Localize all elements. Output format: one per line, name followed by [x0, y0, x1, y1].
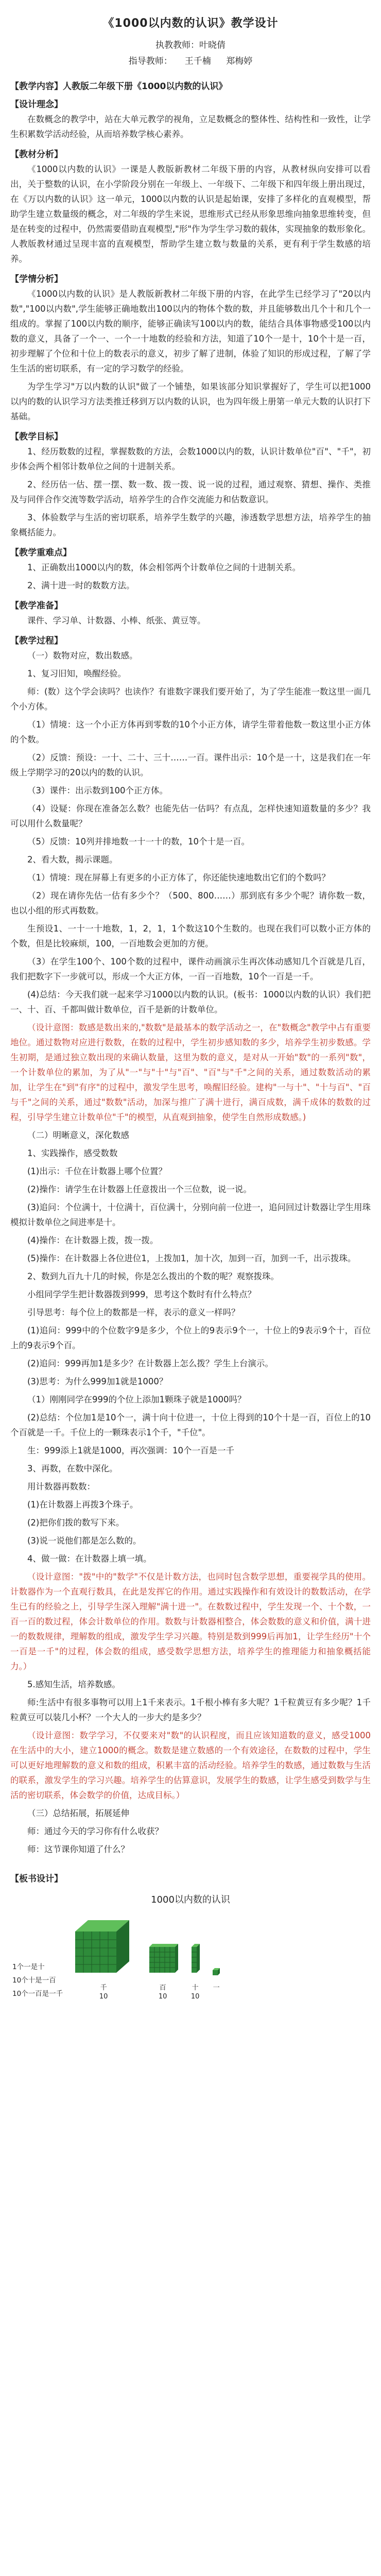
board-label: 1个一是十 — [12, 1963, 45, 1971]
board-labels — [12, 1960, 63, 2001]
paragraph: (2)总结：个位加1是10个一，满十向十位进一，十位上得到的10个十是一百，百位上的10个百就是一千。千位上的一颗珠表示1个千，"千位"。 — [10, 1413, 371, 1437]
paragraph: (1)追问：999中的个位数字9是多少，个位上的9表示9个一，十位上的9表示9个十，百位上的9表示9个百。 — [10, 1326, 371, 1350]
paragraph: （一）数物对应，数出数感。 — [27, 651, 138, 660]
paragraph: 生预设1、一十一十地数，1，2，1，1个数这10个生数的。也现在我们可以数小正方体的个数，但是比较麻烦，100，一百地数会更加的方便。 — [10, 924, 371, 948]
cube-label: 一 — [213, 1984, 220, 1992]
paragraph: (1)在计数器上再拨3个珠子。 — [27, 1500, 138, 1510]
paragraph: 1、正确数出1000以内的数，体会相邻两个计数单位之间的十进制关系。 — [27, 563, 301, 572]
board-label: 10个十是一百 — [12, 1976, 56, 1985]
paragraph: 在数概念的教学中，站在大单元教学的视角，立足数概念的整体性、结构性和一致性，让学生积累数学活动经验，从而培养数学核心素养。 — [10, 114, 371, 139]
section-heading: 【教学过程】 — [10, 636, 63, 646]
cube-count: 10 — [190, 1993, 200, 2001]
paragraph: （二）明晰意义，深化数感 — [27, 1130, 129, 1140]
paragraph: 师:生活中有很多事物可以用上1千来表示。1千根小棒有多大呢？1千粒黄豆有多少呢？1千粒黄豆可以装几小杯？一个大人的一步大约是多少？ — [10, 1698, 371, 1722]
cube-models — [70, 1916, 221, 2001]
cube-label: 千 — [100, 1984, 107, 1992]
paragraph: (2)操作：请学生在计数器上任意拨出一个三位数，说一说。 — [27, 1184, 252, 1194]
paragraph: 2、满十进一时的数数方法。 — [27, 581, 135, 590]
paragraph: 为学生学习"万以内数的认识"做了一个铺垫，如果该部分知识掌握好了，学生可以把1000以内的数的认识学习方法类推迁移到万以内数的认识，也为四年级上册第一单元大数的认识打下基础。 — [10, 382, 371, 421]
ten-rod-icon — [188, 1941, 202, 1977]
cube-count: 10 — [158, 1993, 167, 2001]
section-heading: 【教材分析】 — [10, 149, 63, 160]
paragraph: （1）情境：现在屏幕上有更多的小正方体了，你还能快速地数出它们的个数吗？ — [27, 873, 330, 883]
paragraph: （设计意图：数感是数出来的,"数数"是最基本的数学活动之一，在"数概念"教学中占有重要地位。通过数物对应进行数数，在数的过程中，学生初步感知数的多少，培养学生初步数感。学生初期，是通过独立数出现的来确认数量，这里为数的意义，是对从一开始"数"的一系列"数"，一个计数单位的累加，为了从"一"与"十"与"百"、"百"与"千"之间的关系，通过数数活动的累加，让学生在"到"有序"的过程中，激发学生思考，唤醒旧经验。建构"一与十"、"十与百"、"百与千"之间的关系，通过"数数"活动，加深与推广了满十进行，满百成数，满千成体的数数的过程，引导学生建立计数单位"千"的模型，从直观到抽象，使学生自然形成数感。) — [10, 1023, 371, 1122]
paragraph: 师：通过今天的学习你有什么收获？ — [27, 1826, 163, 1836]
paragraph: （2）现在请你先估一估有多少个？（500、800……）那到底有多少个呢？请你数一数，也以小组的形式再数数。 — [10, 891, 371, 916]
paragraph: 4、做一做：在计数器上填一填。 — [27, 1554, 152, 1564]
cube-label: 十 — [192, 1984, 199, 1992]
hundred-flat-icon — [146, 1941, 179, 1977]
paragraph: 《1000以内数的认识》是人教版新教材二年级下册的内容，在此学生已经学习了"20以内数","100以内数",学生能够正确地数出100以内的物体个数的数，并且能够数出几个十和几个一组成的。掌握了100以内数的顺序，能够正确读写100以内的数，能结合具体事物感受100以内数的意义，具备了一个一、一个一十地数的经验和方法，知道了10个一是十，10个十是一百，初步理解了个位和十位上的数表示的意义，初步了解了进制，体验了知识的形成过程，了解了学生生活的密切联系，有一定的学习数学的经验。 — [10, 289, 371, 374]
thousand-cube-icon — [70, 1916, 137, 1977]
paragraph: 1、复习旧知，唤醒经验。 — [27, 669, 126, 679]
paragraph: （5）反馈：10列并排地数一十一十的数，10个十是一百。 — [27, 837, 250, 846]
board-label: 10个一百是一千 — [12, 1990, 63, 1998]
paragraph: 1、实践操作，感受数数 — [27, 1148, 118, 1158]
cube-one — [211, 1967, 221, 2001]
paragraph: (2)把你们拨的数写下来。 — [27, 1518, 125, 1528]
paragraph: 《1000以内数的认识》一课是人教版新教材二年级下册的内容，从教材纵向安排可以看出，关于整数的认识，在小学阶段分别在一年级上、一年级下、二年级下和四年级上册出现过，在《万以内数的认识》这一单元，1000以内数的认识是起始课，安排了多样化的直观模型，帮助学生建立数量级的概念，对二年级的学生来说，思维形式已经从形象思维向抽象思维转变，但是在转变的过程中，仍然需要借助直观模型,"形"作为学生学习数的载体，实现抽象的数形象化。人教版教材通过呈现丰富的直观模型，帮助学生建立数与数量的关系，更有利于学生数感的培养。 — [10, 164, 371, 264]
paragraph: (2)追问：999再加1是多少？在计数器上怎么拨？学生上台演示。 — [27, 1359, 273, 1368]
teacher-2: 郑梅婷 — [226, 56, 253, 66]
cube-label: 百 — [159, 1984, 166, 1992]
paragraph: (3)追问：个位满十，十位满十，百位满十，分别向前一位进一，追问回过计数器让学生用珠模拟计数单位之间进率是十。 — [10, 1202, 371, 1227]
document — [10, 0, 371, 2021]
section-heading: 【教学准备】 — [10, 601, 63, 611]
teachers-line — [10, 54, 371, 66]
paragraph: 1、经历数数的过程，掌握数数的方法，会数1000以内的数，认识计数单位"百"、"千"，初步体会两个相邻计数单位之间的十进制关系。 — [10, 447, 371, 471]
paragraph: 师：(数）这个学会读吗？也读作？有谁数字课我们要开始了，为了学生能准一数这里一面几个小方体。 — [10, 687, 371, 711]
paragraph: 3、体验数学与生活的密切联系，培养学生数学的兴趣，渗透数学思想方法，培养学生的抽象概括能力。 — [10, 513, 371, 537]
paragraph: 引导思考：每个位上的数都是一样，表示的意义一样吗？ — [27, 1308, 240, 1317]
paragraph: (5)操作：在计数器上各位进位1，上拨加1，加十次，加到一百，加到一千，出示拨珠。 — [27, 1253, 356, 1263]
cube-hundred — [146, 1941, 179, 2001]
content-body — [10, 79, 371, 1857]
paragraph: 2、经历估一估、摆一摆、数一数、拨一拨、说一说的过程，通过观察、猜想、操作、类推及与同伴合作交流等数学活动，培养学生的合作交流能力和估数意识。 — [10, 480, 371, 504]
paragraph: (4)总结：今天我们就一起来学习1000以内数的认识。(板书：1000以内数的认识）我们把一、十、百、千都叫做计数单位，百千是新的计数单位。 — [10, 990, 371, 1014]
paragraph: （3）在学生100个、100个数的过程中，课件动画演示生再次体动感知几个百就是几百，我们把数字下一步就可以，形成一个大正方体，一百一百地数，10个一百是一千。 — [10, 957, 371, 981]
paragraph: (4)操作：在计数器上拨，拨一拨。 — [27, 1235, 159, 1245]
author-line: 执教教师：叶晓倩 — [155, 40, 226, 50]
paragraph: 5.感知生活，培养数感。 — [27, 1680, 120, 1689]
section-heading: 【学情分析】 — [10, 274, 63, 284]
paragraph: （4）设疑：你现在准备怎么数？也能先估一估吗？有点乱，怎样快速知道数量的多少？我可以用什么数量呢？ — [10, 804, 371, 828]
paragraph: (3)说一说他们都是怎么数的。 — [27, 1536, 142, 1546]
doc-title: 《1000以内数的认识》教学设计 — [102, 17, 279, 30]
cube-count: 10 — [99, 1993, 108, 2001]
paragraph: （2）反馈：预设：一十、二十、三十……一百。课件出示：10个是一十，这是我们在一年级上学期学习的20以内的数的认识。 — [10, 753, 371, 777]
board-heading: 【板书设计】 — [10, 1874, 63, 1884]
paragraph: 师：这节课你知道了什么？ — [27, 1844, 129, 1854]
section-heading: 【教学内容】人教版二年级下册《1000以内数的认识》 — [10, 81, 228, 92]
paragraph: （设计意图："拨"中的"数学"不仅是计数方法，也同时包含数学思想，重要视学具的使用。计数器作为一个直观行数具，在此是发挥它的作用。通过实践操作和有效设计的数数活动，在学生已有的经验之上，引导学生深入理解"满十进一"。在数数过程中，学生发现一个、十个数，一百一百的数过程，体会计数单位的作用。数数与计数器相整合，体会数数的意义和价值，满十进一的数数规律，理解数的组成，激发学生学习兴趣。特别是数到999后再加1，让学生经历"十个一百是一千"的过程，体会数的组成，感受数学思想方法，培养学生的推理能力和抽象概括能力。） — [10, 1572, 371, 1671]
unit-cube-icon — [211, 1967, 221, 1977]
cube-thousand — [70, 1916, 137, 2001]
paragraph: （3）课件：出示数到100个正方体。 — [27, 786, 168, 795]
paragraph: （三）总结拓展，拓展延伸 — [27, 1808, 129, 1818]
paragraph: （设计意图：数学学习，不仅要来对"数"的认识程度，而且应该知道数的意义，感受1000在生活中的大小，建立1000的概念。数数是建立数感的一个有效途径，在数数的过程中，学生可以更好地理解数的意义和数的组成，积累丰富的活动经验。培养学生的数感，通过数数与生活的联系，激发学生的学习兴趣。培养学生的估算意识，发展学生的数感，让学生感受到数学与生活的密切联系，体会数学的价值，达成目标。） — [10, 1731, 371, 1800]
teacher-label: 指导教师： 王千楠 — [128, 56, 211, 66]
section-heading: 【教学目标】 — [10, 432, 63, 442]
paragraph: 小组同学学生把计数器拨到999，思考这个数时有什么特点？ — [27, 1290, 256, 1299]
paragraph: 2、数到九百九十几的时候，你是怎么拨出的个数的呢？观察拨珠。 — [27, 1272, 279, 1281]
paragraph: （1）情境：这一个小正方体再到零数的10个小正方体，请学生带着他数一数这里小正方体的个数。 — [10, 720, 371, 744]
paragraph: 3、再数，在数中深化。 — [27, 1464, 118, 1473]
board-design — [10, 1871, 371, 2001]
section-heading: 【教学重难点】 — [10, 548, 72, 558]
paragraph: 2、看大数，揭示课题。 — [27, 855, 118, 865]
paragraph: (3)思考：为什么999加1就是1000？ — [27, 1377, 168, 1386]
paragraph: 生：999添上1就是1000，再次强调：10个一百是一千 — [27, 1446, 234, 1455]
paragraph: 用计数器再数数： — [27, 1482, 95, 1492]
paragraph: (1)出示：千位在计数器上哪个位置？ — [27, 1166, 167, 1176]
paragraph: 课件、学习单、计数器、小棒、纸张、黄豆等。 — [27, 616, 206, 625]
section-heading: 【设计理念】 — [10, 99, 63, 110]
board-row — [10, 1916, 371, 2001]
board-center-title: 1000以内数的认识 — [151, 1894, 230, 1905]
cube-ten — [188, 1941, 202, 2001]
paragraph: （1）刚刚同学在999的个位上添加1颗珠子就是1000吗？ — [27, 1395, 246, 1404]
